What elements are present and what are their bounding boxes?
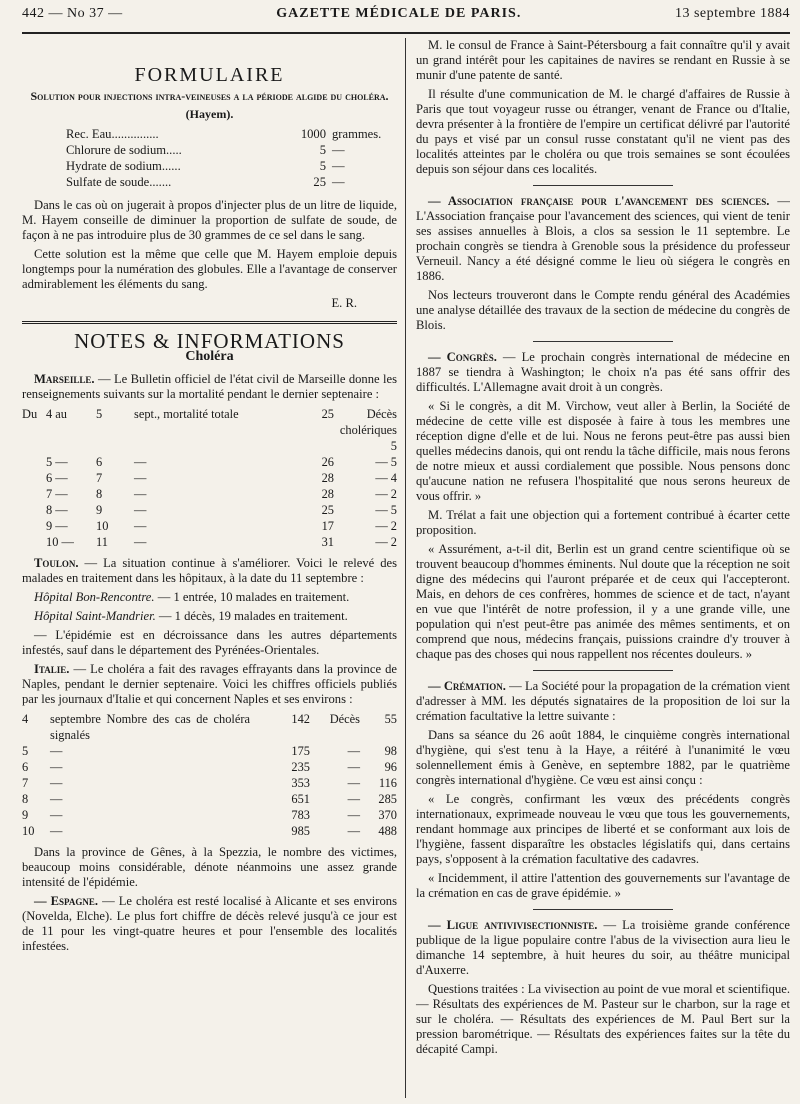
recipe-list [66,126,397,190]
table-row: 4 septembre Nombre des cas de choléra signalés 142 Décès 55 [22,712,397,742]
seance-paragraph: Dans sa séance du 26 août 1884, le cinquième congrès international d'hygiène, qui s'est tenu à la Haye, a réitéré à l'unanimité le vœu solennellement émis à Genève, en septembre 1882, par le quatrième congrès international d'hygiène. Ce vœu est ainsi conçu : [416,728,790,787]
journal-title: GAZETTE MÉDICALE DE PARIS. [276,6,522,21]
association-paragraph: — Association française pour l'avancement des sciences. — L'Association française pour l'avancement des sciences, qui vient de tenir ses assises annuelles à Blois, a clos sa session le 11 septembre. Le prochain congrès se tiendra à Grenoble sous la présidence du professeur Verneuil. Nancy a été désigné comme le lieu où siégera le congrès en 1886. [416,194,790,283]
hospital-line: Hôpital Bon-Rencontre. — 1 entrée, 10 malades en traitement. [34,590,350,604]
marseille-table [22,406,397,550]
hospital-line: Hôpital Saint-Mandrier. — 1 décès, 19 malades en traitement. [34,609,348,623]
recipe-row: Sulfate de soude....... 25 — [66,175,345,189]
table-row: 9 — 783 — 370 [22,808,397,822]
virchow-quote: « Si le congrès, a dit M. Virchow, veut aller à Berlin, la Société de médecine de cette ville est disposée à faire à tous les membres une réception digne d'elle et de lui. Nous ne ferons peut-être pas aussi bien quelles médecins danois, qui ont rendu la tâche difficile, mais nous ferons de notre mieux et aussi cordialement que possible. Nous pensons donc qu'aucune nation ne refusera l'hospitalité que nous serons heureux de vous offrir. » [416,399,790,503]
formulaire-paragraph: Dans le cas où on jugerait à propos d'injecter plus de un litre de liquide, M. Hayem conseille de diminuer la proportion de sulfate de soude, de façon à ne pas introduire plus de 30 grammes de ce sel dans le sang. [22,198,397,242]
table-row: 10 — 11 — 31 — 2 [46,535,397,549]
formulaire-paragraph: Cette solution est la même que celle que M. Hayem emploie depuis longtemps pour la numération des globules. Elle a l'avantage de conserver admirablement les éléments du sang. [22,247,397,291]
cholera-heading: Choléra [185,349,234,364]
table-row: 7 — 8 — 28 — 2 [46,487,397,501]
page-number: 442 — No 37 — [22,6,123,21]
trelat-paragraph: M. Trélat a fait une objection qui a fortement contribué à écarter cette proposition. [416,508,790,537]
table-row: 8 — 651 — 285 [22,792,397,806]
short-divider [533,185,673,186]
table-row: 5 — 175 — 98 [22,744,397,758]
signature: E. R. [331,296,357,310]
table-row: 6 — 235 — 96 [22,760,397,774]
table-row: 6 — 7 — 28 — 4 [46,471,397,485]
short-divider [533,670,673,671]
ligue-paragraph: — Ligue antivivisectionniste. — La troisième grande conférence publique de la ligue populaire contre l'abus de la vivisection aura lieu le dimanche 14 septembre, à huit heures du soir, au théâtre municipal d'Auxerre. [416,918,790,977]
questions-paragraph: Questions traitées : La vivisection au point de vue moral et scientifique. — Résultats des expériences de M. Pasteur sur le charbon, sur la rage et sur le choléra. — Résultats des expériences de M. Paul Bert sur la pression barométrique. — Résultats des expériences faites sur la tête du décapité Campi. [416,982,790,1056]
cremation-paragraph: — Crémation. — La Société pour la propagation de la crémation vient d'adresser à MM. les députés signataires de la proposition de loi sur la crémation facultative la lettre suivante : [416,679,790,723]
short-divider [533,909,673,910]
section-divider [22,321,397,324]
notes-title: NOTES & INFORMATIONS [74,329,345,353]
lecteurs-paragraph: Nos lecteurs trouveront dans le Compte rendu général des Académies une analyse détaillée des travaux de la section de médecine du congrès de Blois. [416,288,790,332]
consul-paragraph: M. le consul de France à Saint-Pétersbourg a fait connaître qu'il y avait un grand intérêt pour les capitaines de navires se rendant en Russie à se munir d'une patente de santé. [416,38,790,82]
recipe-row: Chlorure de sodium..... 5 — [66,143,345,157]
issue-date: 13 septembre 1884 [674,6,790,21]
congres-quote: « Le congrès, confirmant les vœux des précédents congrès internationaux, exprimeade nouveau le vœu que tous les gouvernements, rendant hommage aux principes de liberté et se conformant aux lois de l'hygiène, fassent disparaître les obstacles législatifs qui, dans certains pays, s'opposent à la crémation facultative des cadavres. [416,792,790,866]
trelat-quote: « Assurément, a-t-il dit, Berlin est un grand centre scientifique où se trouvent beaucoup d'hommes éminents. Nul doute que la réception ne soit digne des médecins qui l'auront préparée et de ceux qui l'accepteront. Mais, en dehors de ces confrères, hommes de science et de tact, n'ayant en vue que l'intérêt de notre profession, il y a une grande ville, une population qui n'est peut-être pas animée des mêmes sentiments, et on comprend que nous, médecins français, puissions craindre d'y trouver à chaque pas des choses qui nous rappellent nos récentes douleurs. » [416,542,790,661]
formulaire-subtitle: Solution pour injections intra-veineuses a la période algide du choléra. [30,89,389,103]
table-row: 7 — 353 — 116 [22,776,397,790]
recipe-row: Rec. Eau............... 1000 grammes. [66,127,382,141]
marseille-paragraph: Marseille. — Le Bulletin officiel de l'état civil de Marseille donne les renseignements suivants sur la mortalité pendant le dernier septenaire : [22,372,397,401]
formulaire-title: FORMULAIRE [134,64,285,86]
short-divider [533,341,673,342]
toulon-paragraph: Toulon. — La situation continue à s'améliorer. Voici le relevé des malades en traitement dans les hôpitaux, à la date du 11 septembre : [22,556,397,585]
espagne-paragraph: — Espagne. — Le choléra est resté localisé à Alicante et ses environs (Novelda, Elche). Le plus fort chiffre de décès relevé jusqu'à ce jour est de 11 pour les vingt-quatre heures et pour l'ensemble des localités infestées. [22,894,397,953]
table-row: 8 — 9 — 25 — 5 [46,503,397,517]
page-header [22,6,790,34]
recipe-row: Hydrate de sodium...... 5 — [66,159,345,173]
genes-paragraph: Dans la province de Gênes, à la Spezzia, le nombre des victimes, beaucoup moins considérable, dénote néanmoins une assez grande intensité de l'épidémie. [22,845,397,889]
italie-table [22,711,397,839]
incidemment-quote: « Incidemment, il attire l'attention des gouvernements sur l'avantage de la crémation en cas de grave épidémie. » [416,871,790,900]
italie-paragraph: Italie. — Le choléra a fait des ravages effrayants dans la province de Naples, pendant le dernier septenaire. Voici les chiffres officiels publiés par les journaux d'Italie et qui concernent Naples et ses environs : [22,662,397,706]
left-column [22,38,406,1098]
epidemie-paragraph: — L'épidémie est en décroissance dans les autres départements infestés, sauf dans le département des Pyrénées-Orientales. [22,628,397,657]
table-row: 9 — 10 — 17 — 2 [46,519,397,533]
formulaire-author: (Hayem). [185,107,234,121]
congres-paragraph: — Congrès. — Le prochain congrès international de médecine en 1887 se tiendra à Washington; le choix n'a pas été sans offrir des difficultés. L'Allemagne avait droit à un congrès. [416,350,790,394]
russie-paragraph: Il résulte d'une communication de M. le chargé d'affaires de Russie à Paris que tout voyageur russe ou étranger, venant de France ou d'Italie, devra présenter à la frontière de l'empire un certificat délivré par l'autorité du pays et visé par un consul russe constatant qu'il ne vient pas des localités atteintes par le choléra ou que trois semaines se sont écoulées depuis son séjour dans ces localités. [416,87,790,176]
table-row: 5 — 6 — 26 — 5 [46,455,397,469]
table-row: Du 4 au 5 sept., mortalité totale 25 Décès cholériques 5 [22,407,397,453]
table-row: 10 — 985 — 488 [22,824,397,838]
right-column [406,38,790,1098]
